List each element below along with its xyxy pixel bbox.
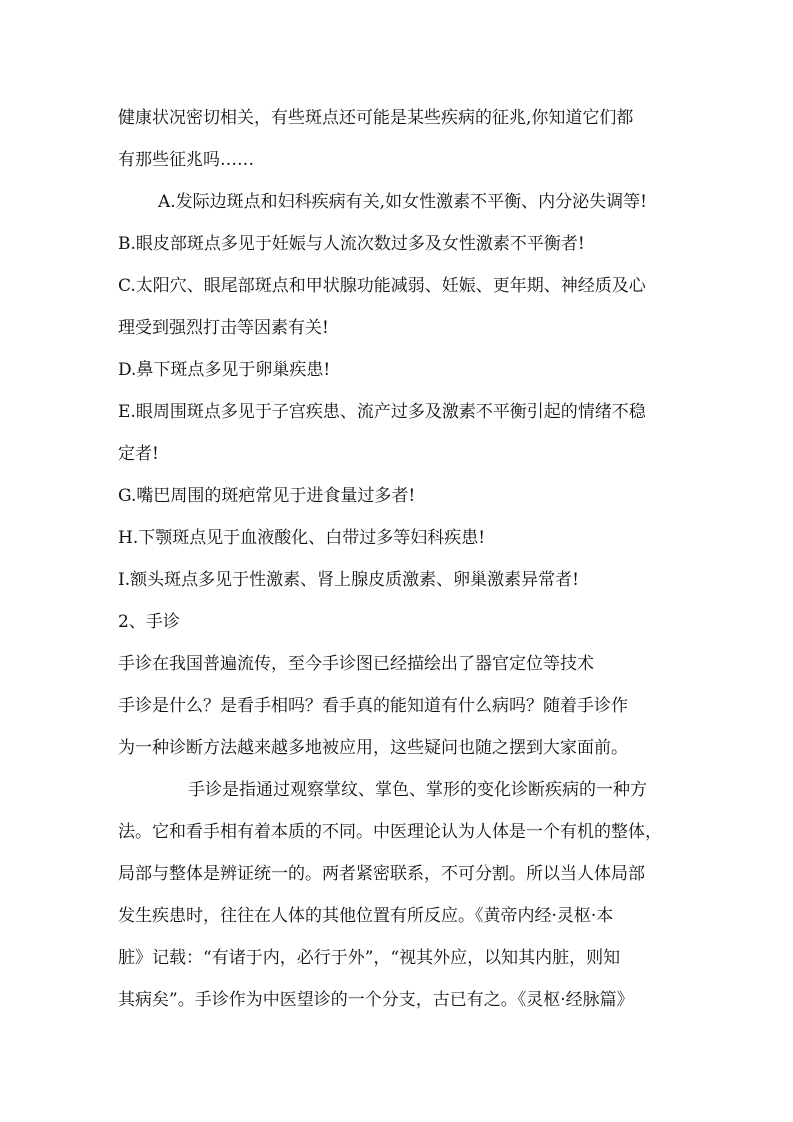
text-line: 发生疾患时，往往在人体的其他位置有所反应。《黄帝内经·灵枢·本 [118, 906, 614, 926]
list-item-d: D.鼻下斑点多见于卵巢疾患! [118, 360, 331, 380]
text-line: 法。它和看手相有着本质的不同。中医理论认为人体是一个有机的整体， [118, 822, 662, 842]
list-item-b: B.眼皮部斑点多见于妊娠与人流次数过多及女性激素不平衡者! [118, 234, 585, 254]
list-item-e: E.眼周围斑点多见于子宫疾患、流产过多及激素不平衡引起的情绪不稳 [118, 402, 646, 422]
list-item-g: G.嘴巴周围的斑疤常见于进食量过多者! [118, 486, 416, 506]
text-line: 脏》记载：“有诸于内，必行于外”，“视其外应，以知其内脏，则知 [118, 948, 621, 968]
section-heading: 2、手诊 [118, 612, 180, 632]
text-line: 定者! [118, 444, 159, 464]
text-line: 手诊是什么？是看手相吗？看手真的能知道有什么病吗？随着手诊作 [118, 696, 628, 716]
text-line: 健康状况密切相关，有些斑点还可能是某些疾病的征兆,你知道它们都 [118, 108, 634, 128]
text-line: 理受到强烈打击等因素有关! [118, 318, 329, 338]
text-line: 有那些征兆吗…… [118, 150, 254, 170]
list-item-c: C.太阳穴、眼尾部斑点和甲状腺功能减弱、妊娠、更年期、神经质及心 [118, 276, 646, 296]
paragraph-start: 手诊是指通过观察掌纹、掌色、掌形的变化诊断疾病的一种方 [188, 780, 647, 800]
text-line: 其病矣”。手诊作为中医望诊的一个分支，古已有之。《灵枢·经脉篇》 [118, 990, 634, 1010]
text-line: 局部与整体是辨证统一的。两者紧密联系，不可分割。所以当人体局部 [118, 864, 645, 884]
list-item-h: H.下颚斑点见于血液酸化、白带过多等妇科疾患! [118, 528, 486, 548]
text-line: 为一种诊断方法越来越多地被应用，这些疑问也随之摆到大家面前。 [118, 738, 628, 758]
list-item-a: A.发际边斑点和妇科疾病有关,如女性激素不平衡、内分泌失调等! [158, 192, 647, 212]
list-item-i: I.额头斑点多见于性激素、肾上腺皮质激素、卵巢激素异常者! [118, 570, 579, 590]
text-line: 手诊在我国普遍流传，至今手诊图已经描绘出了器官定位等技术 [118, 654, 594, 674]
